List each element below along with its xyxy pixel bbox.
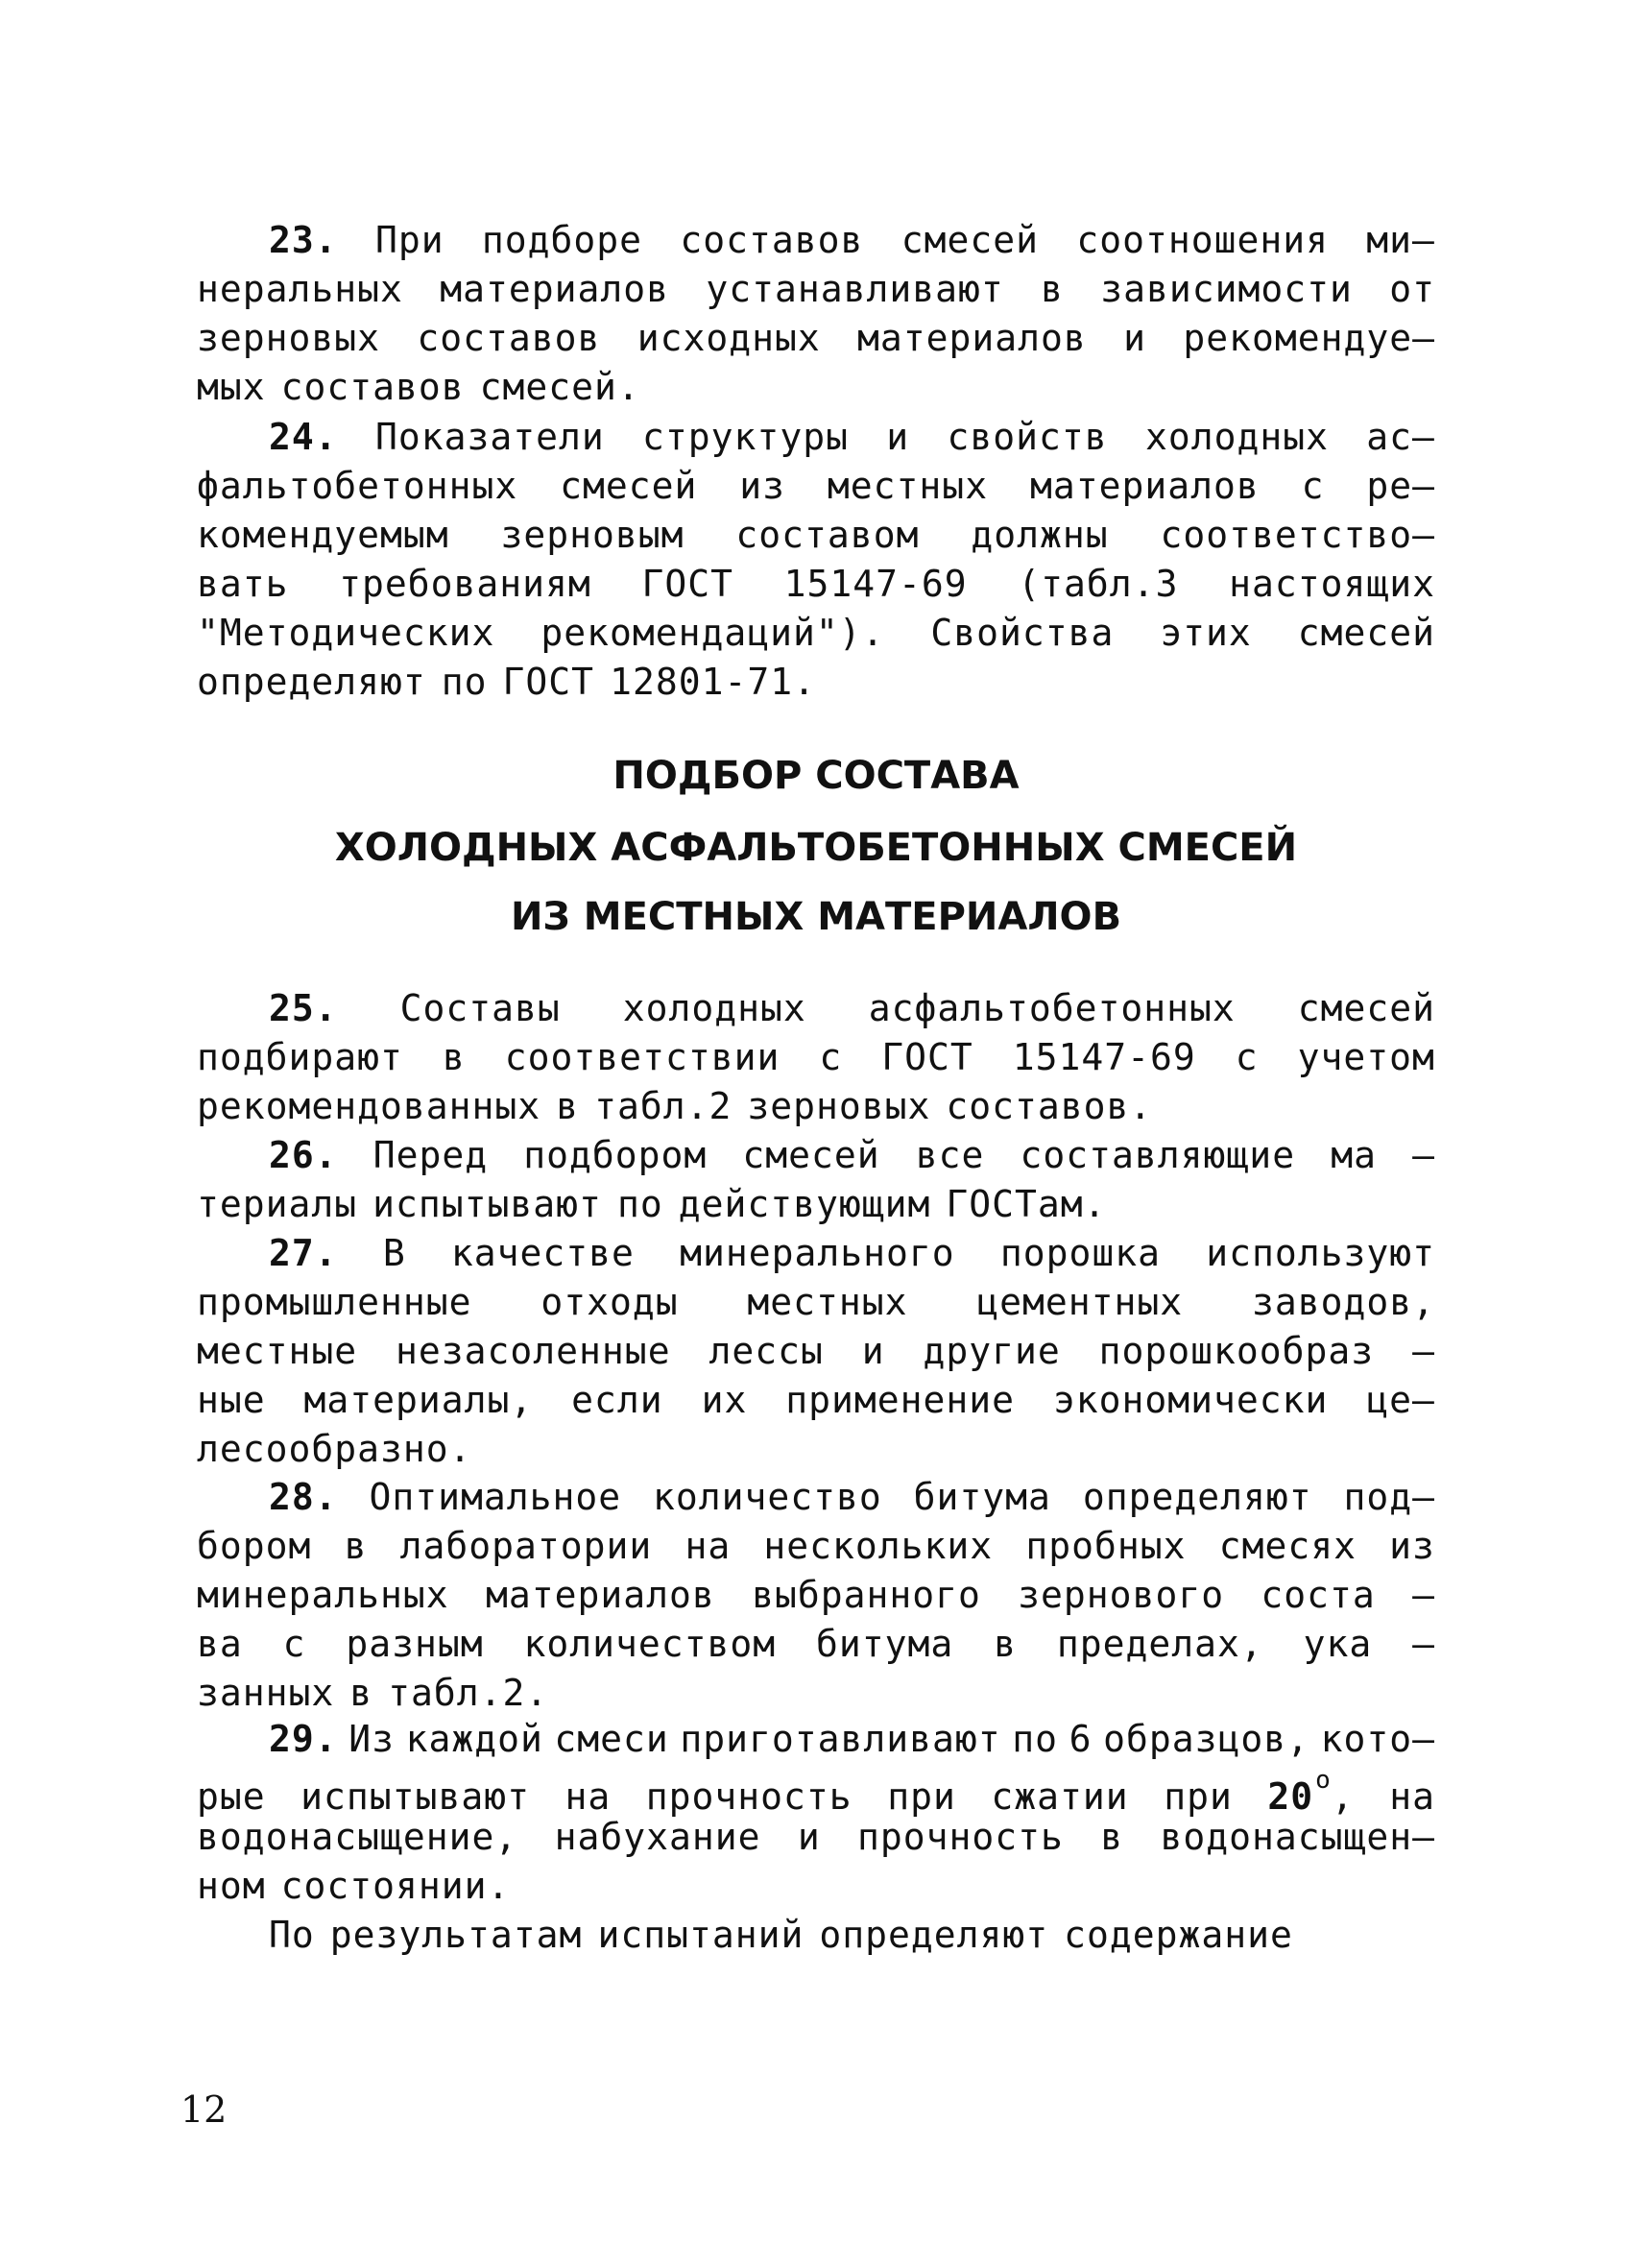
word: в (344, 1525, 368, 1567)
word: сжатии (991, 1774, 1129, 1818)
word: водонасыщен– (1160, 1816, 1435, 1858)
word: цементных (976, 1281, 1184, 1323)
word: выбранного (752, 1574, 981, 1616)
section-heading-line-3: ИЗ МЕСТНЫХ МАТЕРИАЛОВ (510, 895, 1122, 939)
word: зернового (1018, 1574, 1225, 1616)
paragraph-number: 28. (269, 1476, 338, 1518)
paragraph-number: 26. (269, 1134, 338, 1176)
word: в (1100, 1816, 1124, 1858)
paragraph-24-line-5 (197, 609, 1435, 658)
word: смесей (1297, 612, 1435, 654)
word: ас– (1366, 416, 1435, 458)
word: используют (1206, 1232, 1435, 1274)
word: должны (971, 514, 1109, 556)
word: табл.2 (594, 1085, 732, 1127)
word: занных (197, 1672, 335, 1714)
paragraph-27-line-5 (197, 1425, 1435, 1474)
word: учетом (1297, 1036, 1435, 1078)
word: действующим (678, 1183, 931, 1225)
paragraph-28-line-2 (197, 1522, 1435, 1571)
word: структуры (642, 416, 849, 458)
word: при (1164, 1774, 1233, 1818)
paragraph-27 (197, 1229, 1435, 1474)
word: бором (197, 1525, 312, 1567)
paragraph-27-line-2 (197, 1278, 1435, 1327)
paragraph-29 (197, 1715, 1435, 1911)
word: составов. (946, 1085, 1153, 1127)
word: количеством (523, 1623, 777, 1665)
word: испытывают (372, 1183, 602, 1225)
word: из (1389, 1525, 1435, 1567)
paragraph-27-line-1 (197, 1229, 1435, 1278)
word: ГОСТ (881, 1036, 973, 1078)
word: прочность (645, 1774, 853, 1818)
word: териалы (197, 1183, 358, 1225)
paragraph-28-line-3 (197, 1571, 1435, 1620)
word: 15147-69 (1012, 1036, 1196, 1078)
paragraph-26 (197, 1131, 1435, 1229)
word: Из (348, 1718, 395, 1760)
paragraph-27-line-4 (197, 1376, 1435, 1425)
word: Показатели (374, 416, 605, 458)
word: материалов (1029, 465, 1260, 507)
paragraph-28-line-5 (197, 1669, 1435, 1718)
word: – (1412, 1330, 1435, 1372)
word: материалов (485, 1574, 715, 1616)
word: Свойства (930, 612, 1115, 654)
temperature-number: 20 (1267, 1774, 1314, 1818)
paragraph-29-line-3 (197, 1813, 1435, 1862)
word: порошкообраз (1098, 1330, 1375, 1372)
word: табл.2. (388, 1672, 549, 1714)
word: в (442, 1036, 466, 1078)
word: це– (1366, 1379, 1435, 1421)
word: рекомендаций"). (540, 612, 885, 654)
degree-mark: о (1315, 1766, 1332, 1795)
word: устанавливают (706, 268, 1004, 310)
word: в (556, 1085, 580, 1127)
word: лаборатории (399, 1525, 653, 1567)
word: зерновых (197, 317, 381, 359)
word: по (616, 1183, 663, 1225)
word: рые (197, 1774, 266, 1818)
paragraph-number: 27. (269, 1232, 338, 1274)
word: пробных (1025, 1525, 1187, 1567)
word: минерального (680, 1232, 955, 1274)
word: смесей (1297, 987, 1435, 1029)
word: в (1041, 268, 1064, 310)
word: подборе (481, 219, 643, 261)
page-number: 12 (180, 2088, 228, 2131)
word: смесях (1218, 1525, 1357, 1567)
word: этих (1160, 612, 1252, 654)
paragraph-24-line-2 (197, 462, 1435, 511)
paragraph-26-line-1 (197, 1131, 1435, 1180)
paragraph-24-line-3 (197, 511, 1435, 560)
word: в (994, 1623, 1017, 1665)
paragraph-23-line-1 (197, 216, 1435, 265)
word: (табл.3 (1018, 563, 1179, 605)
paragraph-29-line-2 (197, 1764, 1435, 1818)
word: смесей (560, 465, 698, 507)
paragraph-25 (197, 984, 1435, 1131)
word: на (684, 1525, 732, 1567)
word: все (915, 1134, 985, 1176)
word: рекомендуе– (1183, 317, 1435, 359)
word: смесей (742, 1134, 880, 1176)
word: 15147-69 (783, 563, 968, 605)
word: составов (680, 219, 864, 261)
word: из (739, 465, 786, 507)
word: свойств (947, 416, 1108, 458)
word: ми– (1366, 219, 1435, 261)
word: битума (815, 1623, 954, 1665)
word: количество (653, 1476, 882, 1518)
word: – (1412, 1134, 1435, 1176)
word: каждой (405, 1718, 543, 1760)
word: смеси (554, 1718, 669, 1760)
word: и (861, 1330, 885, 1372)
word: соста (1261, 1574, 1376, 1616)
word: настоящих (1229, 563, 1435, 605)
word: зависимости (1100, 268, 1353, 310)
paragraph-30-line-1 (197, 1911, 1435, 1960)
word: кото– (1320, 1718, 1435, 1760)
word: подбором (523, 1134, 708, 1176)
word: исходных (636, 317, 821, 359)
word: подбирают (197, 1036, 403, 1078)
paragraph-number: 23. (269, 219, 338, 261)
word: разным (346, 1623, 484, 1665)
paragraph-23 (197, 216, 1435, 412)
word: качестве (450, 1232, 635, 1274)
word: другие (923, 1330, 1061, 1372)
word: заводов, (1251, 1281, 1435, 1323)
word: зерновым (500, 514, 684, 556)
word: ука (1303, 1623, 1373, 1665)
word: материалов (857, 317, 1087, 359)
paragraph-number: 25. (269, 987, 338, 1029)
word: составом (735, 514, 920, 556)
word: составов (280, 366, 465, 408)
paragraph-28-line-4 (197, 1620, 1435, 1669)
word: определяют (819, 1914, 1049, 1956)
paragraph-28-line-1 (197, 1473, 1435, 1522)
section-heading-line-1: ПОДБОР СОСТАВА (612, 754, 1020, 798)
word: образцов, (1103, 1718, 1309, 1760)
paragraph-23-line-2 (197, 265, 1435, 314)
word: мых (197, 366, 266, 408)
word: состоянии. (280, 1865, 511, 1907)
word: ва (197, 1623, 243, 1665)
word: смесей (901, 219, 1039, 261)
word: соответствии (504, 1036, 780, 1078)
paragraph-25-line-3 (197, 1082, 1435, 1131)
paragraph-25-line-2 (197, 1033, 1435, 1082)
word: применение (785, 1379, 1015, 1421)
word: вать (197, 563, 289, 605)
word: битума (913, 1476, 1051, 1518)
word: холодных (1144, 416, 1329, 458)
word: результатам (329, 1914, 583, 1956)
word: с (1235, 1036, 1259, 1078)
word: Составы (399, 987, 561, 1029)
paragraph-29-line-4 (197, 1862, 1435, 1911)
word: минеральных (197, 1574, 449, 1616)
word: ГОСТ (641, 563, 733, 605)
word: с (1301, 465, 1325, 507)
paragraph-24-line-6 (197, 658, 1435, 707)
word: требованиям (339, 563, 591, 605)
word: зерновых (747, 1085, 931, 1127)
word: Перед (372, 1134, 489, 1176)
paragraph-28 (197, 1473, 1435, 1718)
word: Оптимальное (369, 1476, 622, 1518)
paragraph-24-line-1 (197, 413, 1435, 462)
word: материалов (440, 268, 669, 310)
word: набухание (554, 1816, 761, 1858)
paragraph-23-line-4 (197, 363, 1435, 412)
word: по (1012, 1718, 1059, 1760)
word: определяют (197, 661, 426, 703)
paragraph-24-line-4 (197, 560, 1435, 609)
word: по (441, 661, 488, 703)
word: "Методических (197, 612, 495, 654)
word: соответство– (1160, 514, 1435, 556)
word: промышленные (197, 1281, 472, 1323)
word: ном (197, 1865, 266, 1907)
word: их (701, 1379, 748, 1421)
word: и (1123, 317, 1147, 359)
word: При (374, 219, 444, 261)
word: ГОСТам. (946, 1183, 1107, 1225)
word: приготавливают (680, 1718, 1001, 1760)
word: ре– (1366, 465, 1435, 507)
word: составов (417, 317, 601, 359)
paragraph-30 (197, 1911, 1435, 1960)
word: ные (197, 1379, 266, 1421)
word: смесей. (479, 366, 640, 408)
paragraph-27-line-3 (197, 1327, 1435, 1376)
word: если (571, 1379, 663, 1421)
word: соотношения (1076, 219, 1329, 261)
paragraph-25-line-1 (197, 984, 1435, 1033)
word: – (1412, 1623, 1435, 1665)
word: водонасыщение, (197, 1816, 518, 1858)
word: холодных (622, 987, 806, 1029)
word: отходы (540, 1281, 679, 1323)
word: По (269, 1914, 315, 1956)
word: ГОСТ (502, 661, 595, 703)
word: материалы, (303, 1379, 534, 1421)
word: при (887, 1774, 956, 1818)
paragraph-number: 24. (269, 416, 338, 458)
word: незасоленные (396, 1330, 671, 1372)
word: пределах, (1056, 1623, 1263, 1665)
word: прочность (857, 1816, 1064, 1858)
paragraph-number: 29. (269, 1718, 338, 1760)
word: – (1412, 1574, 1435, 1616)
word: лесообразно. (197, 1428, 472, 1470)
word: ма (1331, 1134, 1377, 1176)
paragraph-24 (197, 413, 1435, 707)
word: в (349, 1672, 373, 1714)
word: 6 (1069, 1718, 1093, 1760)
word: с (819, 1036, 843, 1078)
word: от (1389, 268, 1435, 310)
word: экономически (1052, 1379, 1329, 1421)
paragraph-23-line-3 (197, 314, 1435, 363)
word: фальтобетонных (197, 465, 518, 507)
word: нескольких (763, 1525, 994, 1567)
paragraph-26-line-2 (197, 1180, 1435, 1229)
paragraph-29-line-1 (197, 1715, 1435, 1764)
word: , (1331, 1774, 1355, 1818)
word: неральных (197, 268, 403, 310)
word: В (382, 1232, 406, 1274)
word: определяют (1082, 1476, 1312, 1518)
word: и (886, 416, 910, 458)
section-heading-line-2: ХОЛОДНЫХ АСФАЛЬТОБЕТОННЫХ СМЕСЕЙ (334, 826, 1298, 870)
word: асфальтобетонных (868, 987, 1236, 1029)
word: местные (197, 1330, 358, 1372)
word: содержание (1064, 1914, 1293, 1956)
word: лессы (708, 1330, 824, 1372)
word: на (1389, 1774, 1435, 1818)
word: комендуемым (197, 514, 449, 556)
word: составляющие (1020, 1134, 1296, 1176)
word: местных (827, 465, 989, 507)
word: под– (1343, 1476, 1435, 1518)
word: порошка (999, 1232, 1162, 1274)
word: и (797, 1816, 821, 1858)
word: рекомендованных (197, 1085, 541, 1127)
word: испытывают (300, 1774, 530, 1818)
word: 12801-71. (610, 661, 816, 703)
word: местных (747, 1281, 908, 1323)
word: с (282, 1623, 306, 1665)
word: испытаний (597, 1914, 804, 1956)
word: на (564, 1774, 612, 1818)
